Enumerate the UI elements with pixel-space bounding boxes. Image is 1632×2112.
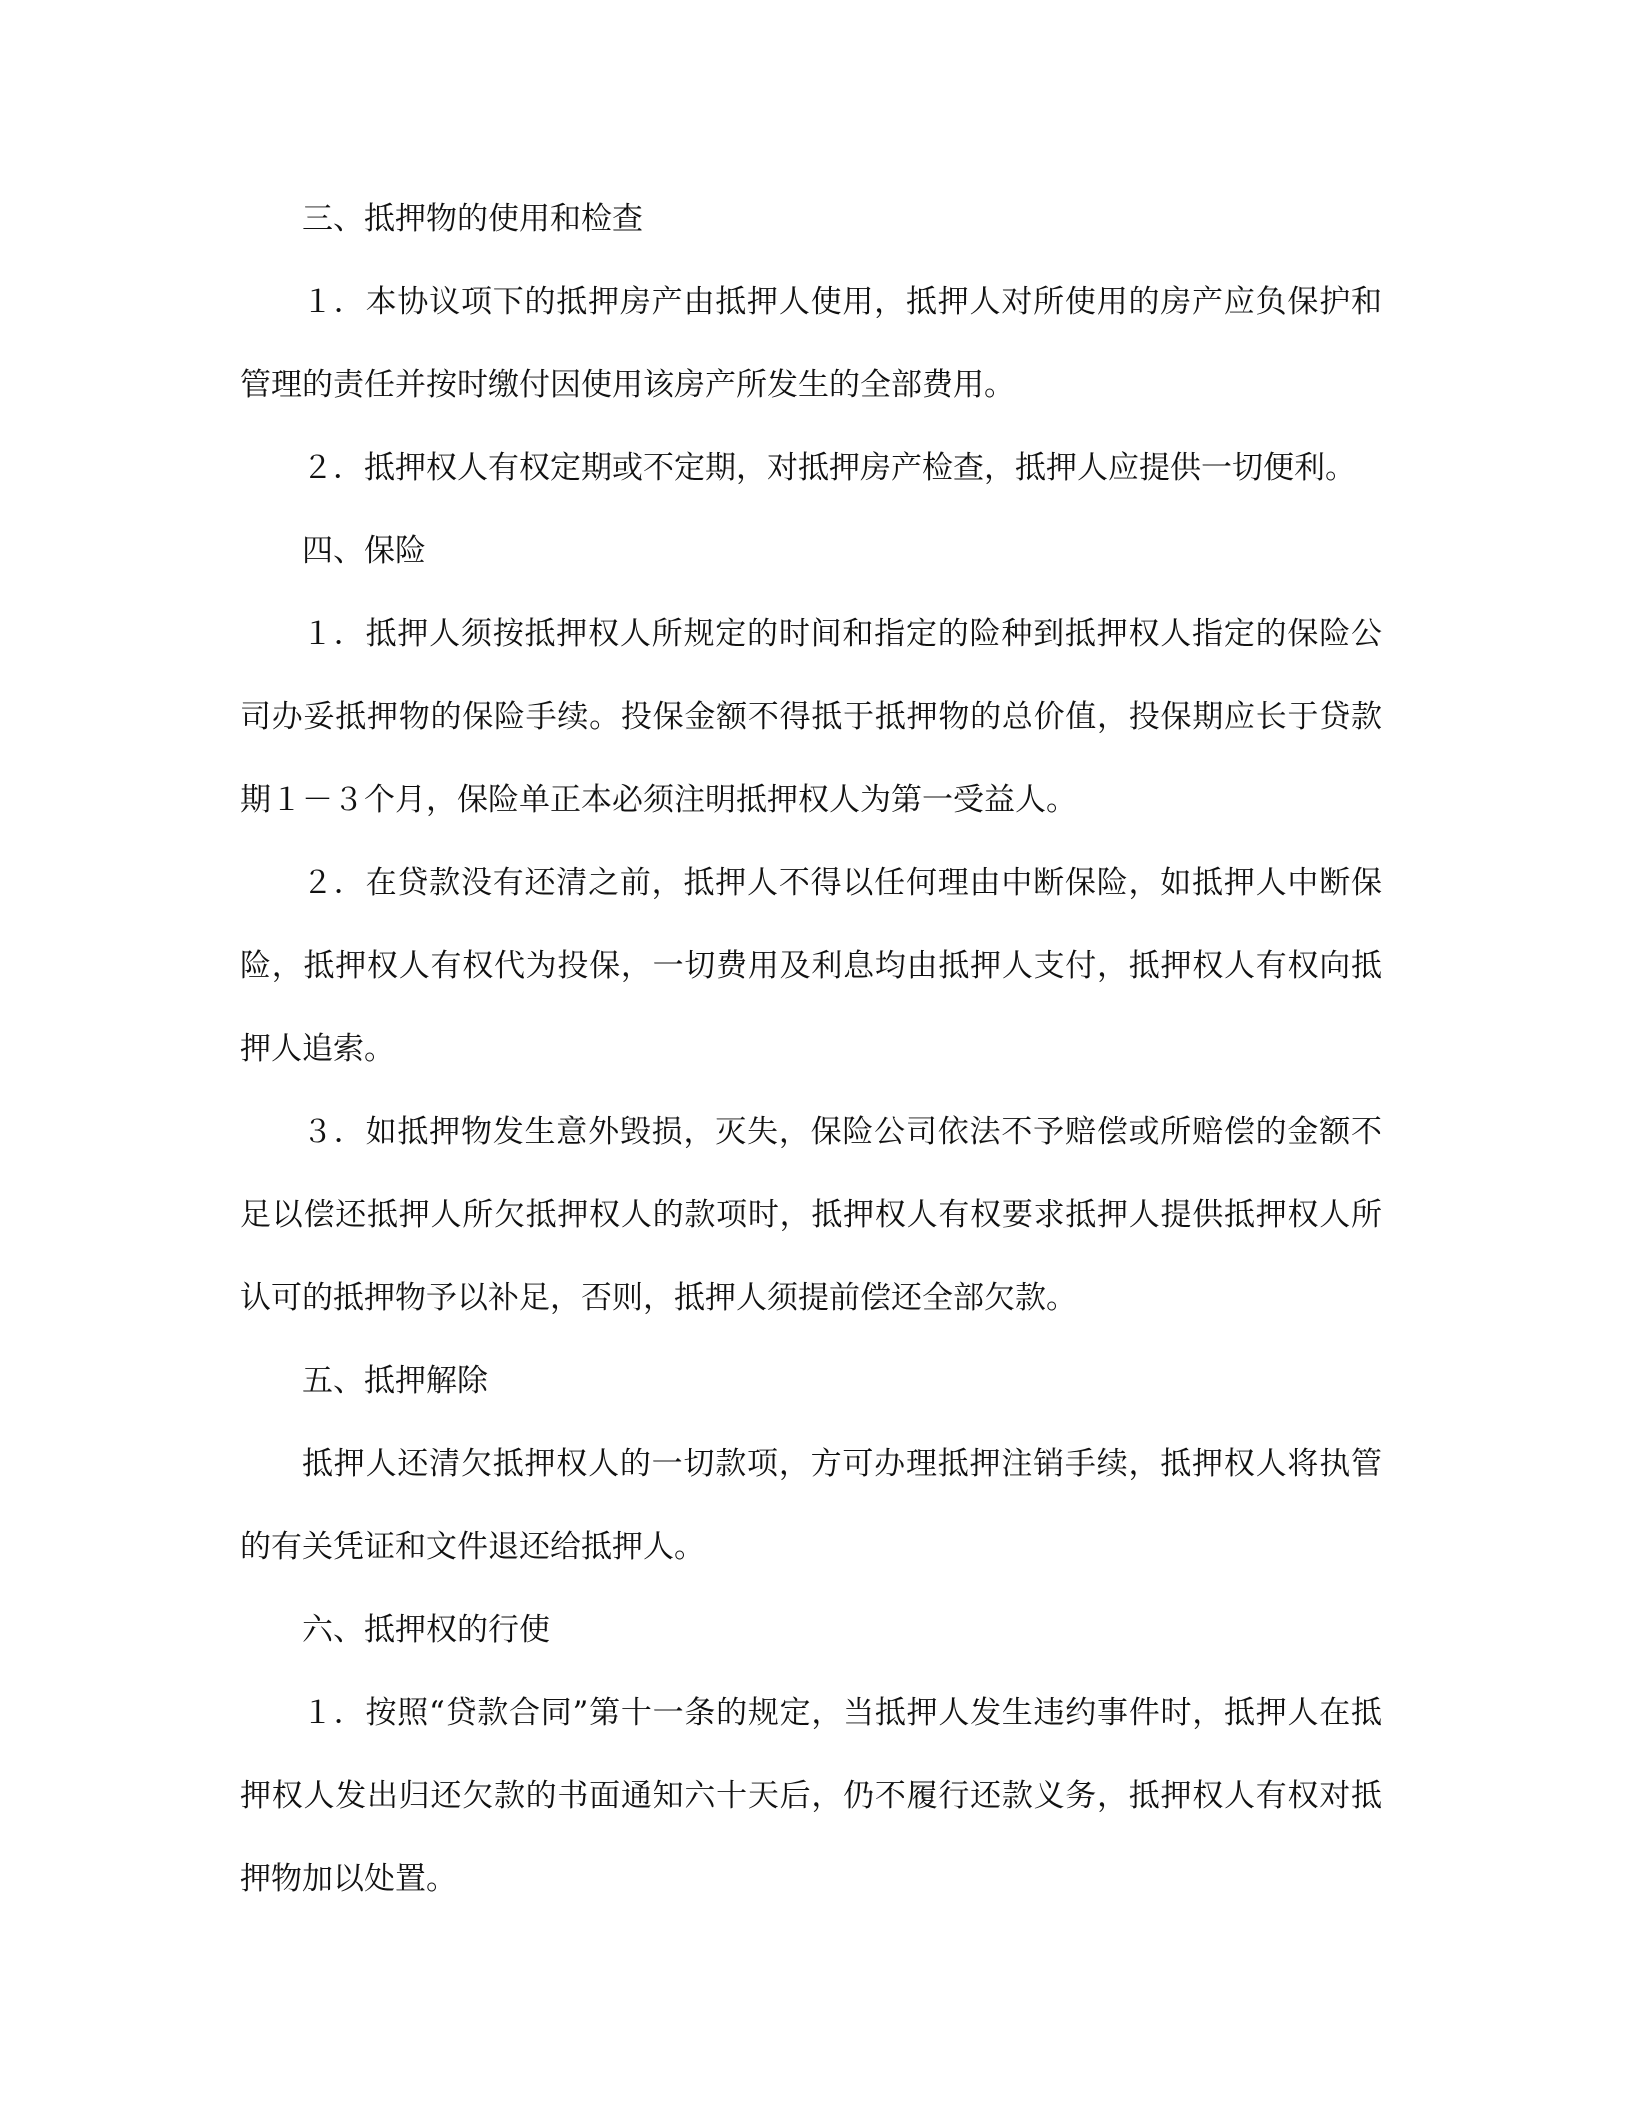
document-body <box>240 178 1382 1921</box>
paragraph-6-1: １．按照“贷款合同”第十一条的规定，当抵押人发生违约事件时，抵押人在抵押权人发出归还欠款的书面通知六十天后，仍不履行还款义务，抵押权人有权对抵押物加以处置。 <box>240 1695 1382 1897</box>
section-heading-4: 四、保险 <box>302 533 426 569</box>
paragraph-4-1: １．抵押人须按抵押权人所规定的时间和指定的险种到抵押权人指定的保险公司办妥抵押物的保险手续。投保金额不得抵于抵押物的总价值，投保期应长于贷款期１－３个月，保险单正本必须注明抵押权人为第一受益人。 <box>240 616 1382 818</box>
paragraph-3-2: ２．抵押权人有权定期或不定期，对抵押房产检查，抵押人应提供一切便利。 <box>302 450 1356 486</box>
section-heading-6: 六、抵押权的行使 <box>302 1612 550 1648</box>
paragraph-4-2: ２．在贷款没有还清之前，抵押人不得以任何理由中断保险，如抵押人中断保险，抵押权人有权代为投保，一切费用及利息均由抵押人支付，抵押权人有权向抵押人追索。 <box>240 865 1382 1067</box>
paragraph-4-3: ３．如抵押物发生意外毁损，灭失，保险公司依法不予赔偿或所赔偿的金额不足以偿还抵押人所欠抵押权人的款项时，抵押权人有权要求抵押人提供抵押权人所认可的抵押物予以补足，否则，抵押人须提前偿还全部欠款。 <box>240 1114 1382 1316</box>
section-heading-5: 五、抵押解除 <box>302 1363 488 1399</box>
paragraph-5-1: 抵押人还清欠抵押权人的一切款项，方可办理抵押注销手续，抵押权人将执管的有关凭证和文件退还给抵押人。 <box>240 1446 1382 1565</box>
section-heading-3: 三、抵押物的使用和检查 <box>302 201 643 237</box>
paragraph-3-1: １．本协议项下的抵押房产由抵押人使用，抵押人对所使用的房产应负保护和管理的责任并按时缴付因使用该房产所发生的全部费用。 <box>240 284 1382 403</box>
